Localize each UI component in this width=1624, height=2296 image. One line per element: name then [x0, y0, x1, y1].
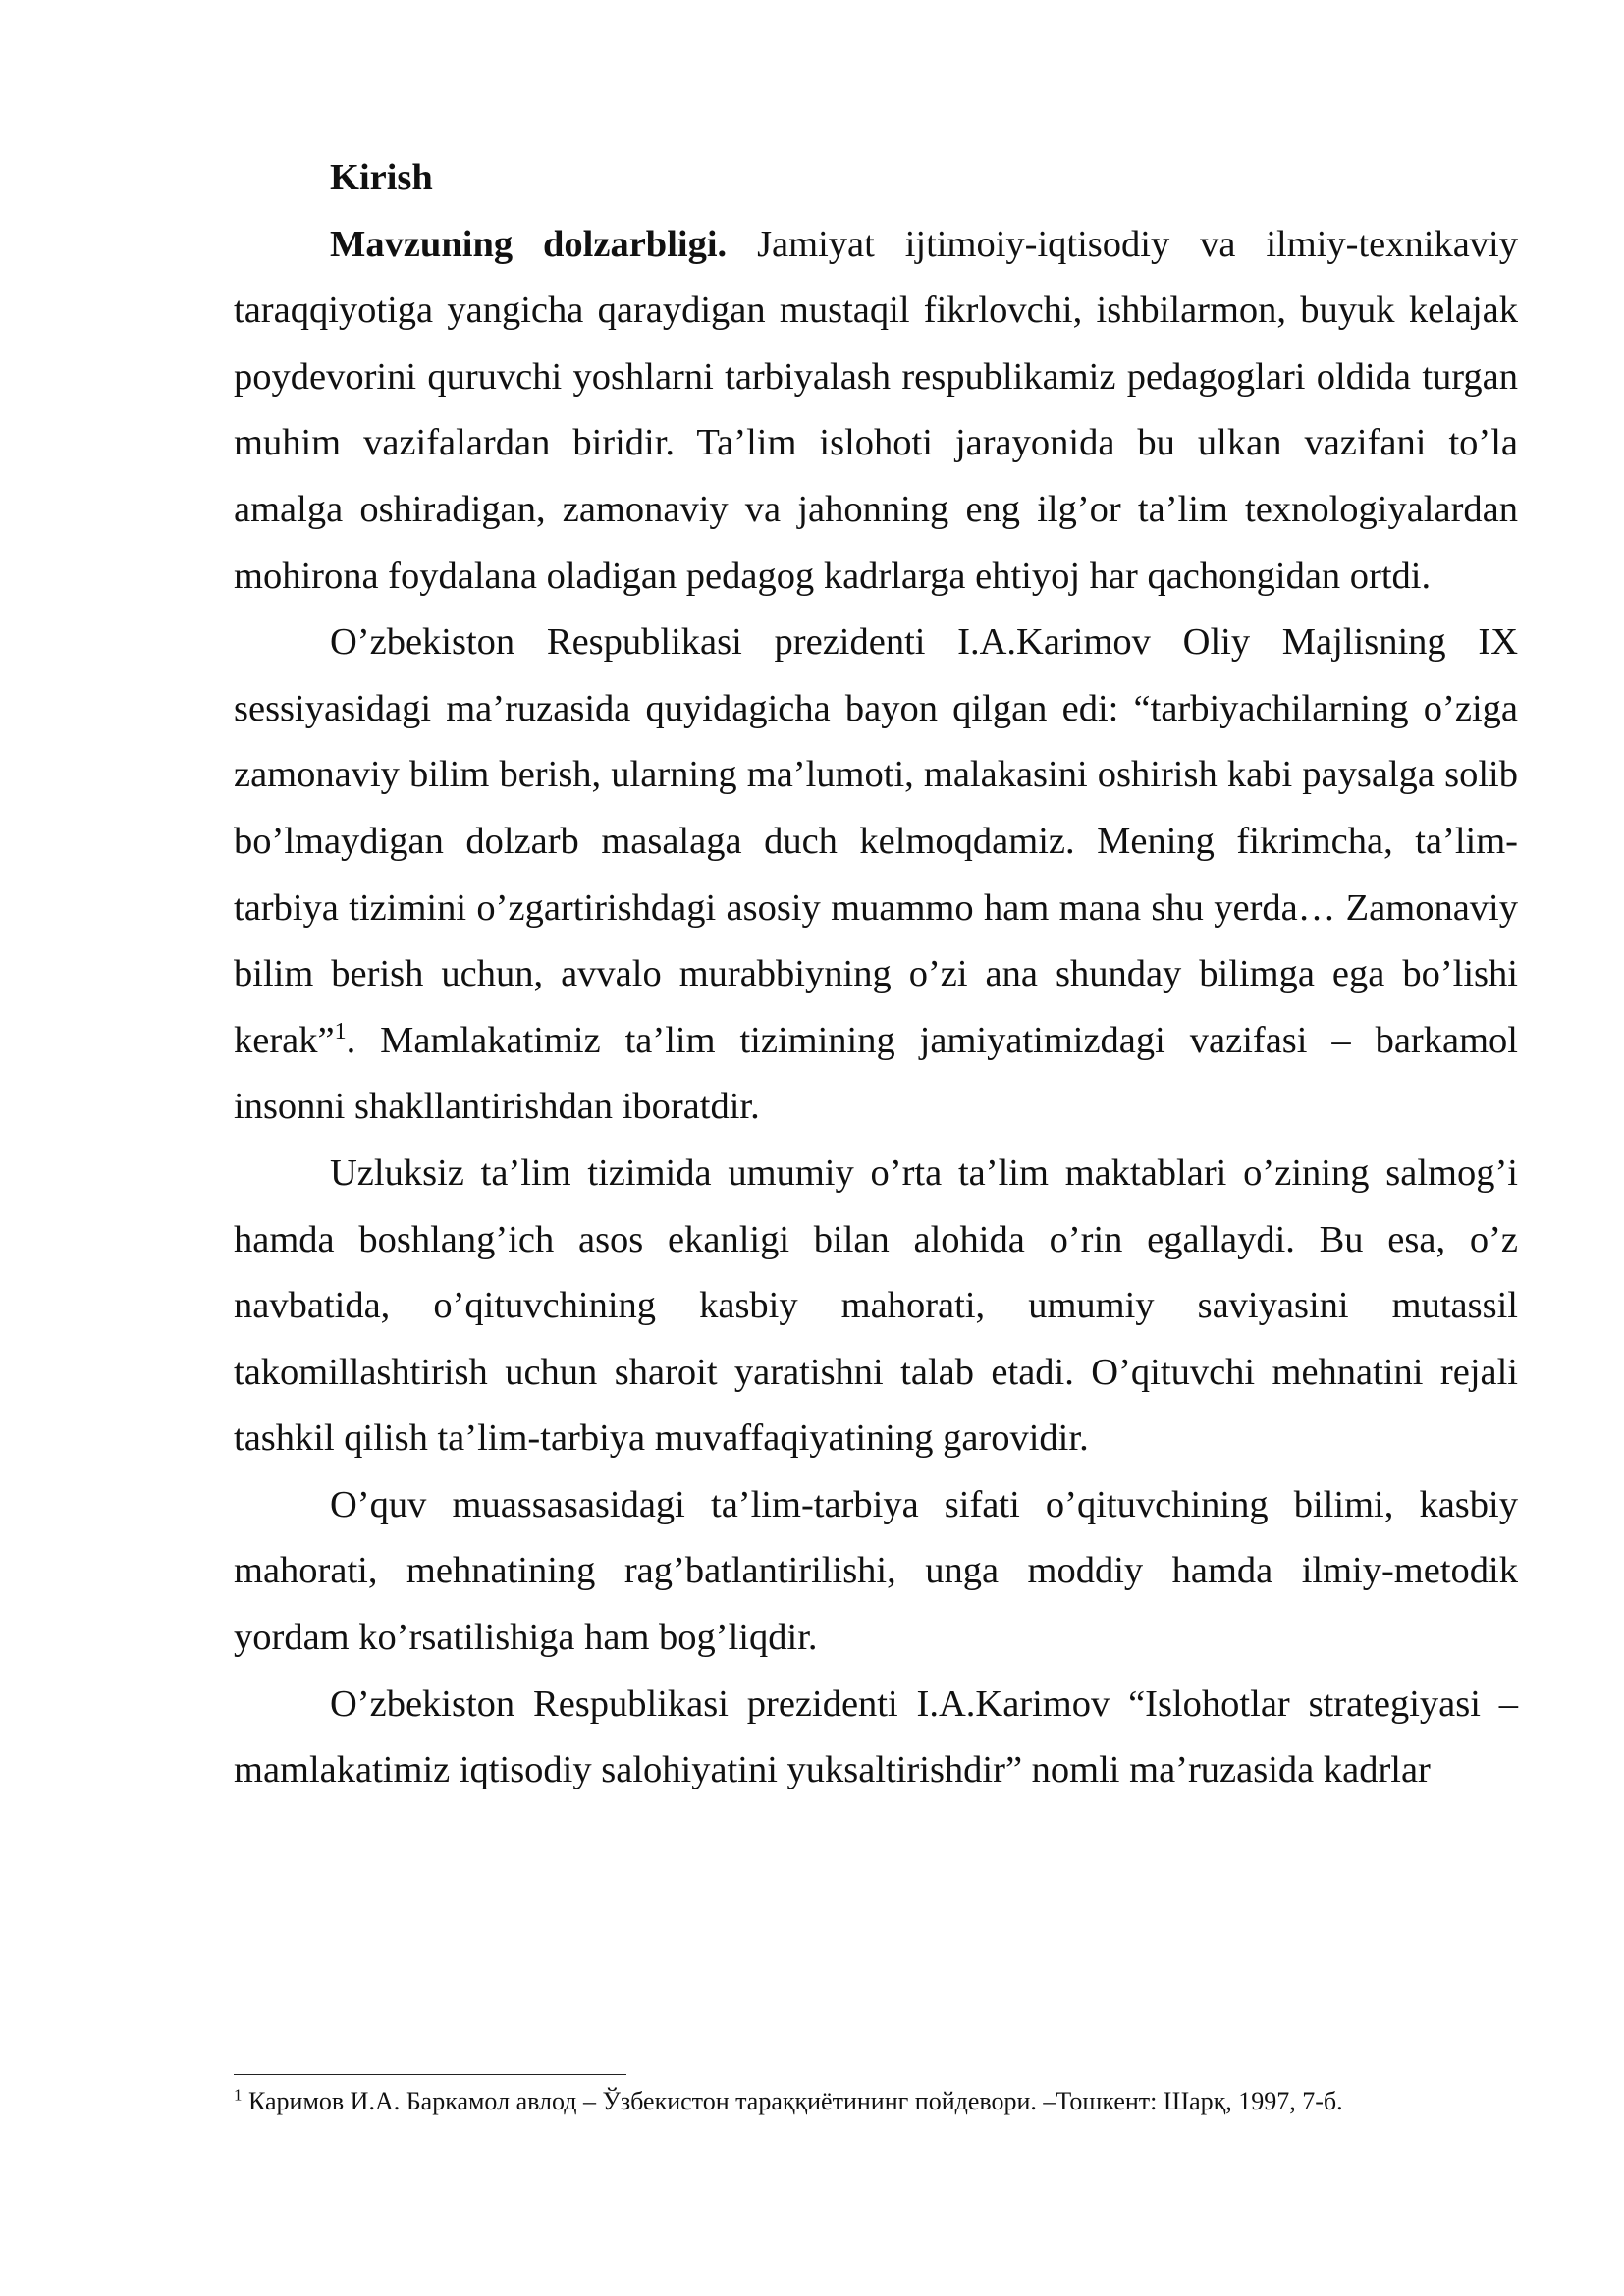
paragraph-text: . Mamlakatimiz ta’lim tizimining jamiyatimizdagi vazifasi – barkamol insonni shakllantirishdan iboratdir.	[234, 1019, 1518, 1128]
paragraph-reform-strategy: O’zbekiston Respublikasi prezidenti I.A.Karimov “Islohotlar strategiyasi – mamlakatimiz iqtisodiy salohiyatini yuksaltirishdir” nomli ma’ruzasida kadrlar	[234, 1682, 1518, 1791]
paragraph-text: Jamiyat ijtimoiy-iqtisodiy va ilmiy-texnikaviy taraqqiyotiga yangicha qaraydigan mustaqil fikrlovchi, ishbilarmon, buyuk kelajak poydevorini quruvchi yoshlarni tarbiyalash respublikamiz pedagoglari oldida turgan muhim vazifalardan biridir. Ta’lim islohoti jarayonida bu ulkan vazifani to’la amalga oshiradigan, zamonaviy va jahonning eng ilg’or ta’lim texnologiyalardan mohirona foydalana oladigan pedagog kadrlarga ehtiyoj har qachongidan ortdi.	[234, 223, 1518, 597]
footnote-text: Каримов И.А. Баркамол авлод – Ўзбекистон тараққиётининг пойдевори. –Тошкент: Шарқ, 1997, 7-б.	[242, 2087, 1343, 2115]
body-text	[234, 145, 1518, 1804]
paragraph-text: O’zbekiston Respublikasi prezidenti I.A.Karimov Oliy Majlisning IX sessiyasidagi ma’ruzasida quyidagicha bayon qilgan edi: “tarbiyachilarning o’ziga zamonaviy bilim berish, ularning ma’lumoti, malakasini oshirish kabi paysalga solib bo’lmaydigan dolzarb masalaga duch kelmoqdamiz. Mening fikrimcha, ta’lim-tarbiya tizimini o’zgartirishdagi asosiy muammo ham mana shu yerda… Zamonaviy bilim berish uchun, avvalo murabbiyning o’zi ana shunday bilimga ega bo’lishi kerak”	[234, 621, 1518, 1061]
paragraph-relevance	[234, 212, 1518, 611]
paragraph-teaching-quality: O’quv muassasasidagi ta’lim-tarbiya sifati o’qituvchining bilimi, kasbiy mahorati, mehnatining rag’batlantirilishi, unga moddiy hamda ilmiy-metodik yordam ko’rsatilishiga ham bog’liqdir.	[234, 1483, 1518, 1659]
footnote-number: 1	[234, 2085, 243, 2105]
paragraph-president-quote	[234, 610, 1518, 1141]
footnote-reference[interactable]: 1	[334, 1018, 347, 1044]
paragraph-continuous-education: Uzluksiz ta’lim tizimida umumiy o’rta ta’lim maktablari o’zining salmog’i hamda boshlang’ich asos ekanligi bilan alohida o’rin egallaydi. Bu esa, o’z navbatida, o’qituvchining kasbiy mahorati, umumiy saviyasini mutassil takomillashtirish uchun sharoit yaratishni talab etadi. O’qituvchi mehnatini rejali tashkil qilish ta’lim-tarbiya muvaffaqiyatining garovidir.	[234, 1151, 1518, 1460]
footnote-separator	[234, 2074, 626, 2075]
paragraph-lead: Mavzuning dolzarbligi.	[330, 223, 728, 265]
section-heading: Kirish	[330, 157, 433, 198]
footnote	[234, 2085, 1518, 2118]
